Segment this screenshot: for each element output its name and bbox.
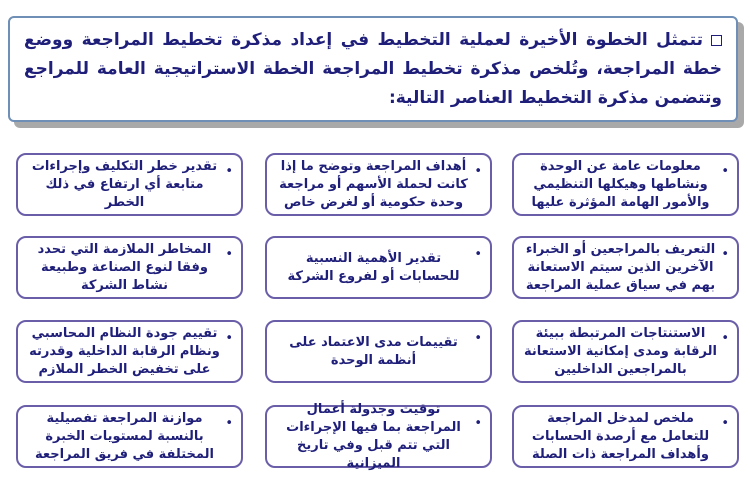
bullet-icon: •: [474, 247, 482, 262]
bullet-icon: •: [225, 247, 233, 262]
bullet-icon: •: [474, 416, 482, 431]
card-text: الاستنتاجات المرتبطة ببيئة الرقابة ومدى إمكانية الاستعانة بالمراجعين الداخليين: [524, 325, 717, 377]
card-text: تقدير الأهمية النسبية للحسابات أو لفروع الشركة: [287, 250, 460, 284]
card-experts: [512, 236, 739, 299]
bullet-icon: •: [225, 164, 233, 179]
intro-paragraph: [24, 26, 722, 113]
card-audit-approach: [512, 405, 739, 468]
intro-box: [8, 16, 738, 122]
card-audit-budget: [16, 405, 243, 468]
card-text: تقييم جودة النظام المحاسبي ونظام الرقابة الداخلية وقدرته على تخفيض الخطر الملازم: [29, 325, 220, 377]
card-text: المخاطر الملازمة التي تحدد وفقا لنوع الصناعة وطبيعة نشاط الشركة: [37, 241, 212, 293]
card-text: أهداف المراجعة وتوضح ما إذا كانت لحملة الأسهم أو مراجعة وحدة حكومية أو لغرض خاص: [279, 158, 468, 210]
bullet-icon: •: [721, 331, 729, 346]
bullet-icon: •: [721, 247, 729, 262]
card-control-environment: [512, 320, 739, 383]
card-inherent-risks: [16, 236, 243, 299]
card-materiality: [265, 236, 492, 299]
card-reliance-assessment: [265, 320, 492, 383]
bullet-icon: •: [721, 164, 729, 179]
card-audit-objectives: [265, 153, 492, 216]
card-text: التعريف بالمراجعين أو الخبراء الآخرين الذين سيتم الاستعانة بهم في سياق عملية المراجعة: [525, 241, 716, 293]
card-text: توقيت وجدولة أعمال المراجعة بما فيها الإجراءات التي تتم قبل وفي تاريخ الميزانية: [286, 401, 461, 471]
bullet-icon: •: [474, 164, 482, 179]
card-general-info: [512, 153, 739, 216]
bullet-icon: •: [721, 416, 729, 431]
card-accounting-system: [16, 320, 243, 383]
card-engagement-risk: [16, 153, 243, 216]
card-text: موازنة المراجعة تفصيلية بالنسبة لمستويات الخبرة المختلفة في فريق المراجعة: [35, 410, 214, 462]
checkbox-bullet-icon: [711, 35, 722, 46]
card-text: معلومات عامة عن الوحدة ونشاطها وهيكلها التنظيمي والأمور الهامة المؤثرة عليها: [531, 158, 710, 210]
bullet-icon: •: [225, 331, 233, 346]
card-timing-schedule: [265, 401, 492, 471]
bullet-icon: •: [225, 416, 233, 431]
card-text: ملخص لمدخل المراجعة للتعامل مع أرصدة الحسابات وأهداف المراجعة ذات الصلة: [531, 410, 710, 462]
card-text: تقييمات مدى الاعتماد على أنظمة الوحدة: [289, 334, 458, 368]
card-text: تقدير خطر التكليف وإجراءات متابعة أي ارتفاع في ذلك الخطر: [31, 158, 218, 210]
bullet-icon: •: [474, 331, 482, 346]
intro-text: تتمثل الخطوة الأخيرة لعملية التخطيط في إعداد مذكرة تخطيط المراجعة ووضع خطة المراجعة، وتُلخص مذكرة تخطيط المراجعة الخطة الاستراتيجية العامة للمراجع وتتضمن مذكرة التخطيط العناصر التالية:: [24, 30, 722, 108]
